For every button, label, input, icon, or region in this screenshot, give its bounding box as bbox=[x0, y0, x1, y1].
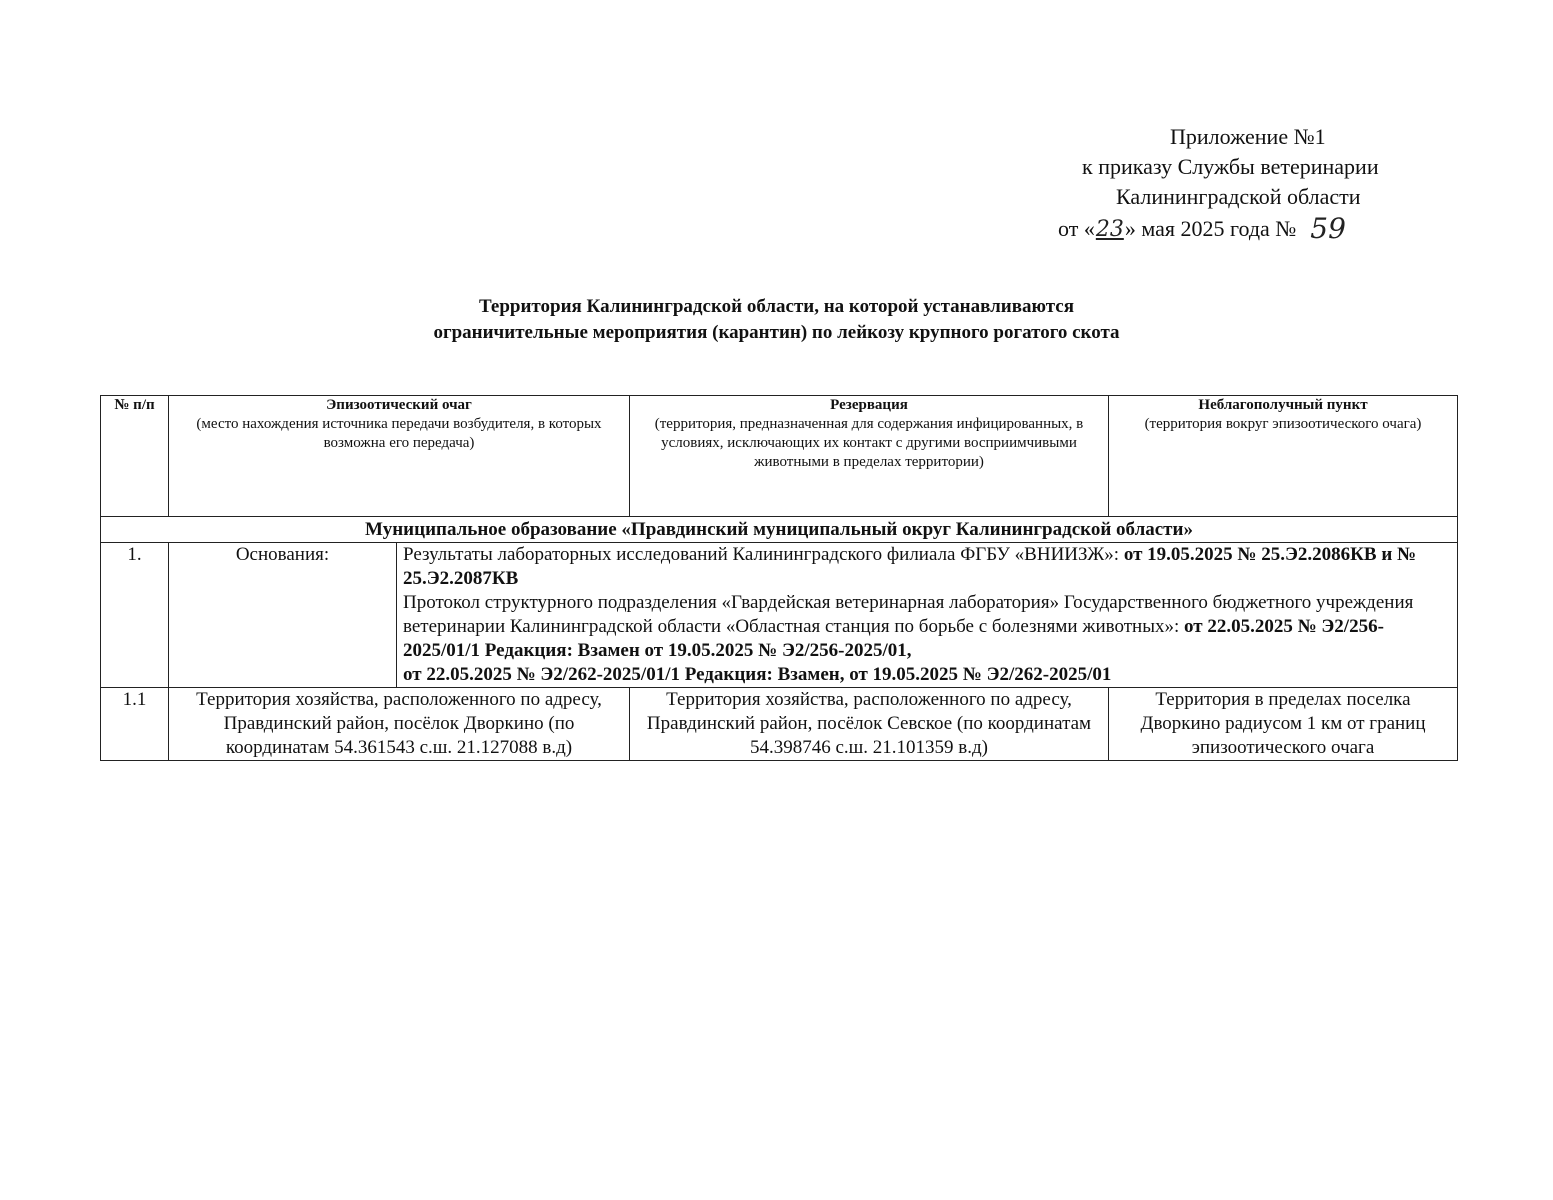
grounds-p1-text: Результаты лабораторных исследований Калининградского филиала ФГБУ «ВНИИЗЖ»: bbox=[403, 544, 1124, 565]
header-reservation bbox=[630, 396, 1109, 517]
title-line-1: Территория Калининградской области, на которой устанавливаются bbox=[478, 296, 1075, 317]
grounds-p2-bold-1: от 22.05.2025 № Э2/256-2025/01/1 Редакция: Взамен от 19.05.2025 № Э2/256-2025/01, bbox=[403, 616, 1384, 661]
appendix-date-prefix: от « bbox=[1058, 216, 1095, 241]
row-number: 1. bbox=[101, 543, 169, 688]
appendix-block bbox=[1040, 122, 1450, 245]
unfavorable-territory: Территория в пределах поселка Дворкино радиусом 1 км от границ эпизоотического очага bbox=[1109, 688, 1458, 761]
focus-territory: Территория хозяйства, расположенного по адресу, Правдинский район, посёлок Дворкино (по координатам 54.361543 с.ш. 21.127088 в.д) bbox=[169, 688, 630, 761]
appendix-line-2: к приказу Службы ветеринарии bbox=[1082, 154, 1379, 179]
document-title bbox=[0, 294, 1553, 346]
handwritten-day: 23 bbox=[1095, 217, 1124, 242]
table-header-row bbox=[101, 396, 1458, 517]
municipality-row bbox=[101, 517, 1458, 543]
header-reservation-title: Резервация bbox=[830, 397, 908, 413]
handwritten-order-number: 59 bbox=[1310, 212, 1346, 245]
row-number: 1.1 bbox=[101, 688, 169, 761]
table-row bbox=[101, 543, 1458, 688]
header-focus bbox=[169, 396, 630, 517]
header-number: № п/п bbox=[101, 396, 169, 517]
header-unfavorable-subtitle: (территория вокруг эпизоотического очага) bbox=[1144, 416, 1422, 432]
appendix-line-4 bbox=[1040, 212, 1450, 245]
header-unfavorable-title: Неблагополучный пункт bbox=[1198, 397, 1368, 413]
header-focus-title: Эпизоотический очаг bbox=[326, 397, 472, 413]
grounds-paragraph-2 bbox=[403, 591, 1451, 663]
grounds-p2-text: Протокол структурного подразделения «Гвардейская ветеринарная лаборатория» Государственного бюджетного учреждения ветеринарии Калининградской области «Областная станция по борьбе с болезнями животных»: bbox=[403, 592, 1414, 637]
appendix-date-suffix: » мая 2025 года № bbox=[1124, 216, 1297, 241]
header-unfavorable-point bbox=[1109, 396, 1458, 517]
grounds-text bbox=[397, 543, 1458, 688]
municipality-name: Муниципальное образование «Правдинский муниципальный округ Калининградской области» bbox=[101, 517, 1458, 543]
grounds-paragraph-1 bbox=[403, 543, 1451, 591]
grounds-p1-bold: от 19.05.2025 № 25.Э2.2086КВ и № 25.Э2.2087КВ bbox=[403, 544, 1417, 589]
grounds-label: Основания: bbox=[169, 543, 397, 688]
reservation-territory: Территория хозяйства, расположенного по адресу, Правдинский район, посёлок Севское (по координатам 54.398746 с.ш. 21.101359 в.д) bbox=[630, 688, 1109, 761]
header-focus-subtitle: (место нахождения источника передачи возбудителя, в которых возможна его передача) bbox=[196, 416, 602, 451]
title-line-2: ограничительные мероприятия (карантин) по лейкозу крупного рогатого скота bbox=[433, 322, 1120, 343]
header-reservation-subtitle: (территория, предназначенная для содержания инфицированных, в условиях, исключающих их контакт с другими восприимчивыми животными в пределах территории) bbox=[654, 416, 1084, 470]
table-row bbox=[101, 688, 1458, 761]
quarantine-table bbox=[100, 395, 1458, 761]
appendix-line-1: Приложение №1 bbox=[1170, 124, 1326, 149]
appendix-line-3: Калининградской области bbox=[1116, 184, 1361, 209]
grounds-paragraph-3: от 22.05.2025 № Э2/262-2025/01/1 Редакция: Взамен, от 19.05.2025 № Э2/262-2025/01 bbox=[403, 664, 1112, 685]
